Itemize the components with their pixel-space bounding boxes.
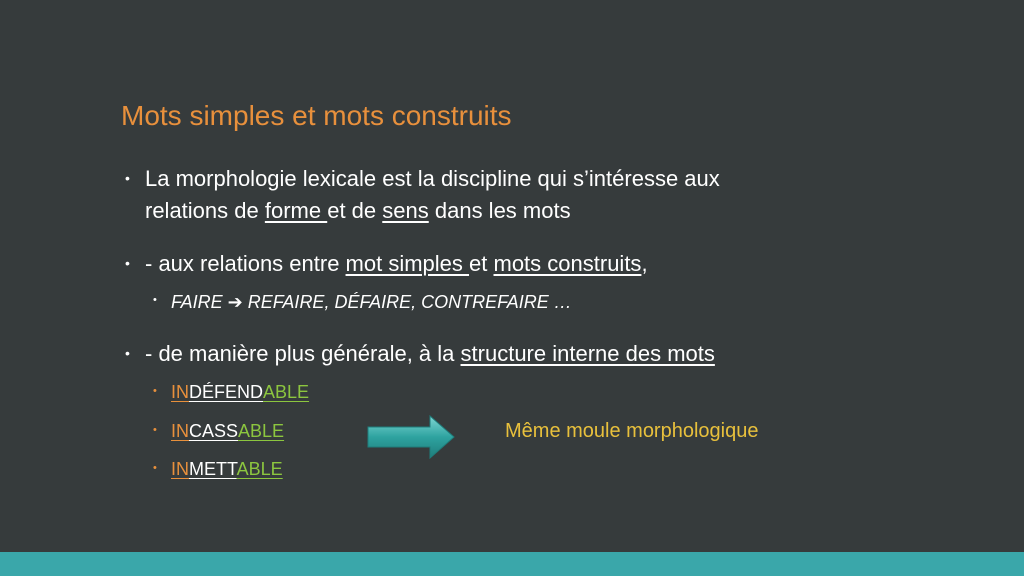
term-mots-construits: mots construits	[493, 251, 642, 276]
example-suffix: ABLE	[263, 382, 310, 402]
term-structure-interne: structure interne des mots	[460, 341, 715, 366]
example-item	[171, 382, 309, 403]
bullet-dot: •	[125, 170, 130, 186]
example-root: CASS	[189, 421, 239, 441]
example-suffix: ABLE	[238, 421, 285, 441]
bullet-3-line	[145, 341, 715, 367]
bullet-2-pre: - aux relations entre	[145, 251, 346, 276]
term-forme: forme	[264, 198, 328, 223]
example-prefix: IN	[171, 421, 189, 441]
example-bullet-dot: •	[153, 424, 157, 436]
bullet-2-comma: ,	[641, 251, 648, 276]
bullet-1-pre: relations de	[145, 198, 265, 223]
example-bullet-dot: •	[153, 385, 157, 397]
bullet-1-text: La morphologie lexicale est la discipline qui s’intéresse aux	[145, 166, 720, 191]
footer-bar	[0, 552, 1024, 576]
bullet-1-et-de: et de	[327, 198, 383, 223]
faire-text: FAIRE	[171, 292, 228, 312]
example-item	[171, 421, 284, 442]
example-suffix: ABLE	[236, 459, 283, 479]
example-prefix: IN	[171, 382, 189, 402]
example-root: DÉFEND	[189, 382, 264, 402]
sub-bullet-dot: •	[153, 294, 157, 306]
mold-label: Même moule morphologique	[505, 420, 759, 442]
slide-title: Mots simples et mots construits	[121, 100, 512, 131]
bullet-3-pre: - de manière plus générale, à la	[145, 341, 461, 366]
bullet-dot: •	[125, 255, 130, 271]
example-prefix: IN	[171, 459, 189, 479]
example-root: METT	[189, 459, 237, 479]
bullet-1-tail: dans les mots	[428, 198, 571, 223]
term-mot-simples: mot simples	[345, 251, 470, 276]
term-sens: sens	[382, 198, 429, 223]
bullet-1-line-2	[145, 198, 571, 224]
example-item	[171, 459, 283, 480]
faire-derivatives: REFAIRE, DÉFAIRE, CONTREFAIRE …	[242, 292, 572, 312]
bullet-1-line-1	[145, 166, 720, 192]
bullet-dot: •	[125, 345, 130, 361]
bullet-2-line	[145, 251, 648, 277]
sub-bullet-faire	[171, 292, 572, 313]
right-arrow-icon: ➔	[227, 292, 243, 313]
example-bullet-dot: •	[153, 462, 157, 474]
bullet-2-et: et	[469, 251, 494, 276]
block-arrow-icon	[366, 415, 456, 459]
